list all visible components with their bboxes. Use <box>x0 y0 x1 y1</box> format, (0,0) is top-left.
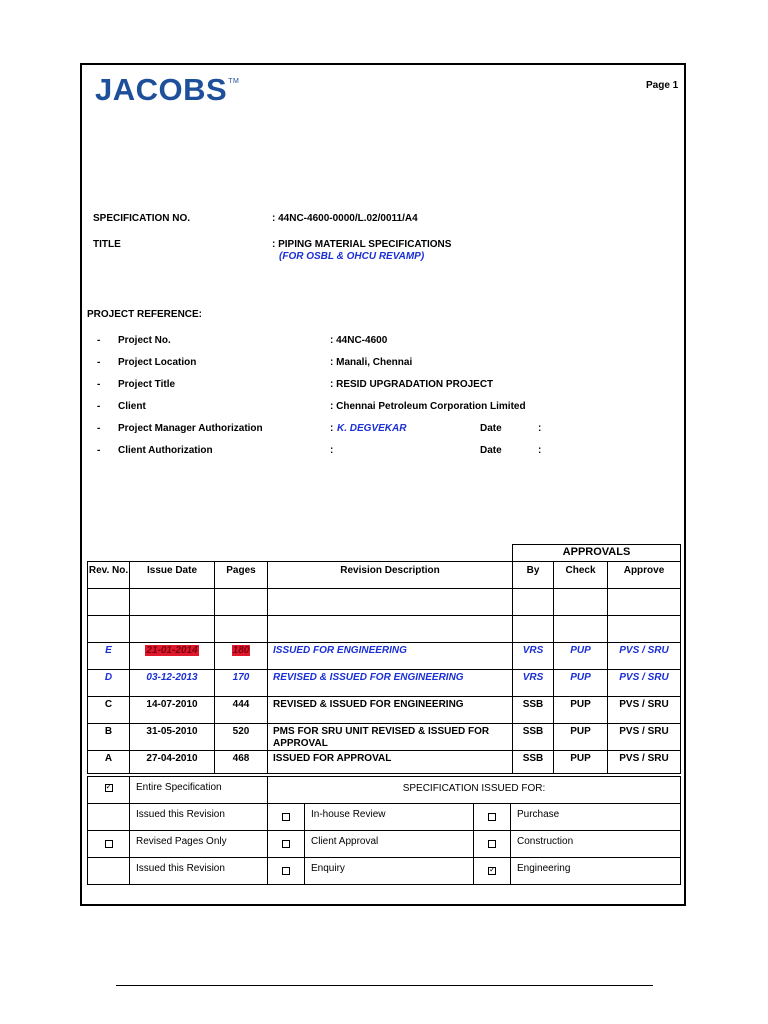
list-dash: - <box>97 379 101 390</box>
table-row <box>88 643 681 670</box>
col-check: Check <box>554 562 608 589</box>
col-by: By <box>513 562 554 589</box>
issued-this-revision-label: Issued this Revision <box>130 858 268 885</box>
check-cell: PUP <box>554 643 608 670</box>
date-cell: 31-05-2010 <box>130 724 215 751</box>
date-cell: 27-04-2010 <box>130 751 215 774</box>
rev-cell: B <box>88 724 130 751</box>
desc-cell: REVISED & ISSUED FOR ENGINEERING <box>268 697 513 724</box>
list-dash: - <box>97 423 101 434</box>
project-no-value: : 44NC-4600 <box>330 335 388 346</box>
table-row <box>88 697 681 724</box>
rev-cell: E <box>88 643 130 670</box>
project-title-value: : RESID UPGRADATION PROJECT <box>330 379 494 390</box>
table-row <box>88 670 681 697</box>
pm-authorization-label: Project Manager Authorization <box>118 423 263 434</box>
purchase-label: Purchase <box>511 804 681 831</box>
list-dash: - <box>97 445 101 456</box>
title-subtitle: (FOR OSBL & OHCU REVAMP) <box>279 251 425 262</box>
list-dash: - <box>97 335 101 346</box>
issued-for-table <box>87 776 681 885</box>
revised-pages-checkbox[interactable] <box>105 840 113 848</box>
desc-cell: PMS FOR SRU UNIT REVISED & ISSUED FOR APPROVAL <box>268 724 513 751</box>
construction-label: Construction <box>511 831 681 858</box>
desc-cell: REVISED & ISSUED FOR ENGINEERING <box>268 670 513 697</box>
revision-table <box>87 544 681 774</box>
purchase-checkbox[interactable] <box>488 813 496 821</box>
project-no-label: Project No. <box>118 335 171 346</box>
approve-cell: PVS / SRU <box>608 643 681 670</box>
col-description: Revision Description <box>268 562 513 589</box>
by-cell: VRS <box>513 643 554 670</box>
pm-date-value: : <box>538 423 542 434</box>
entire-spec-label: Entire Specification <box>130 777 268 804</box>
col-issue-date: Issue Date <box>130 562 215 589</box>
engineering-label: Engineering <box>511 858 681 885</box>
client-date-value: : <box>538 445 542 456</box>
pm-authorization-value: K. DEGVEKAR <box>337 423 407 434</box>
client-value: : Chennai Petroleum Corporation Limited <box>330 401 526 412</box>
entire-spec-checkbox[interactable] <box>105 784 113 792</box>
highlighted-pages: 180 <box>232 645 250 656</box>
table-row <box>88 751 681 774</box>
check-cell: PUP <box>554 724 608 751</box>
check-cell: PUP <box>554 670 608 697</box>
table-row-empty <box>88 616 681 643</box>
pm-authorization-colon: : <box>330 423 334 434</box>
rev-cell: D <box>88 670 130 697</box>
pages-cell <box>215 643 268 670</box>
date-cell: 03-12-2013 <box>130 670 215 697</box>
by-cell: SSB <box>513 724 554 751</box>
rev-cell: A <box>88 751 130 774</box>
check-cell: PUP <box>554 751 608 774</box>
desc-cell: ISSUED FOR APPROVAL <box>268 751 513 774</box>
project-location-value: : Manali, Chennai <box>330 357 413 368</box>
enquiry-checkbox[interactable] <box>282 867 290 875</box>
desc-cell: ISSUED FOR ENGINEERING <box>268 643 513 670</box>
by-cell: SSB <box>513 751 554 774</box>
list-dash: - <box>97 401 101 412</box>
approve-cell: PVS / SRU <box>608 670 681 697</box>
project-title-label: Project Title <box>118 379 176 390</box>
col-pages: Pages <box>215 562 268 589</box>
inhouse-review-checkbox[interactable] <box>282 813 290 821</box>
spec-no-label: SPECIFICATION NO. <box>93 213 191 224</box>
issued-this-revision-label: Issued this Revision <box>130 804 268 831</box>
rev-cell: C <box>88 697 130 724</box>
approve-cell: PVS / SRU <box>608 751 681 774</box>
highlighted-date: 21-01-2014 <box>146 645 198 656</box>
approve-cell: PVS / SRU <box>608 697 681 724</box>
pm-date-label: Date <box>480 423 502 434</box>
title-label: TITLE <box>93 239 121 250</box>
client-approval-label: Client Approval <box>305 831 474 858</box>
table-row-empty <box>88 589 681 616</box>
by-cell: SSB <box>513 697 554 724</box>
revised-pages-label: Revised Pages Only <box>130 831 268 858</box>
enquiry-label: Enquiry <box>305 858 474 885</box>
date-cell: 14-07-2010 <box>130 697 215 724</box>
approvals-header: APPROVALS <box>513 545 681 562</box>
inhouse-review-label: In-house Review <box>305 804 474 831</box>
client-date-label: Date <box>480 445 502 456</box>
table-row <box>88 724 681 751</box>
col-rev-no: Rev. No. <box>88 562 130 589</box>
by-cell: VRS <box>513 670 554 697</box>
pages-cell: 468 <box>215 751 268 774</box>
date-cell <box>130 643 215 670</box>
client-label: Client <box>118 401 146 412</box>
list-dash: - <box>97 357 101 368</box>
construction-checkbox[interactable] <box>488 840 496 848</box>
footer-divider <box>116 985 653 986</box>
pages-cell: 520 <box>215 724 268 751</box>
client-approval-checkbox[interactable] <box>282 840 290 848</box>
project-reference-heading: PROJECT REFERENCE: <box>87 309 203 320</box>
client-authorization-label: Client Authorization <box>118 445 213 456</box>
page-number: Page 1 <box>646 80 679 91</box>
title-value: : PIPING MATERIAL SPECIFICATIONS <box>272 239 452 250</box>
col-approve: Approve <box>608 562 681 589</box>
pages-cell: 170 <box>215 670 268 697</box>
pages-cell: 444 <box>215 697 268 724</box>
client-authorization-value: : <box>330 445 334 456</box>
spec-no-value: : 44NC-4600-0000/L.02/0011/A4 <box>272 213 418 224</box>
engineering-checkbox[interactable] <box>488 867 496 875</box>
issued-for-heading: SPECIFICATION ISSUED FOR: <box>268 777 681 804</box>
jacobs-logo: JACOBS™ <box>95 72 240 107</box>
project-location-label: Project Location <box>118 357 197 368</box>
check-cell: PUP <box>554 697 608 724</box>
table-header-row <box>88 562 681 589</box>
approve-cell: PVS / SRU <box>608 724 681 751</box>
